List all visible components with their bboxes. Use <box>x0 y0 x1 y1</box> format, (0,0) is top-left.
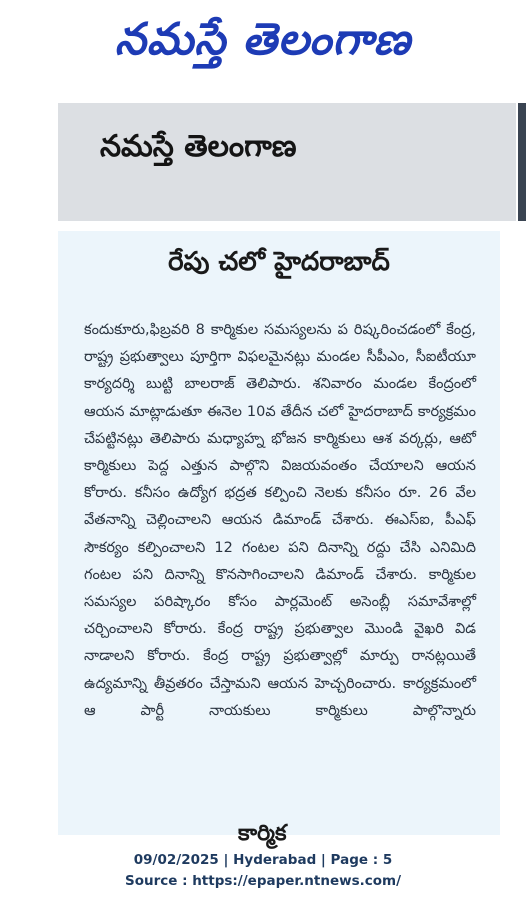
next-article-headline-fragment: కార్మిక <box>238 821 287 846</box>
edition-date-page: 09/02/2025 | Hyderabad | Page : 5 <box>133 852 393 868</box>
page-footer <box>0 850 526 892</box>
edition-banner <box>58 103 516 221</box>
source-url: Source : https://epaper.ntnews.com/ <box>124 873 402 889</box>
article-headline: రేపు చలో హైదరాబాద్ <box>168 247 390 277</box>
newspaper-logo: నమస్తే తెలంగాణ <box>114 14 412 65</box>
next-article-headline-cutoff <box>238 821 348 846</box>
masthead <box>0 0 526 90</box>
news-article <box>58 231 500 846</box>
banner-edge-bar <box>518 103 526 221</box>
banner-title: నమస్తే తెలంగాణ <box>100 129 297 164</box>
article-body: కందుకూరు,ఫిబ్రవరి 8 కార్మికుల సమస్యలను ప రిష్కరించడంలో కేంద్ర, రాష్ట్ర ప్రభుత్వాలు పూర్తిగా విఫలమైనట్లు మండల సీపీఎం, సీఐటీయూ కార్యదర్శి బుట్టి బాలరాజ్ తెలిపారు. శనివారం మండల కేంద్రంలో ఆయన మాట్లాడుతూ ఈనెల 10వ తేదీన చలో హైదరాబాద్ కార్యక్రమం చేపట్టినట్లు తెలిపారు మధ్యాహ్న భోజన కార్మికులు ఆశ వర్కర్లు, ఆటో కార్మికులు పెద్ద ఎత్తున పాల్గొని విజయవంతం చేయాలని ఆయన కోరారు. కనీసం ఉద్యోగ భద్రత కల్పించి నెలకు కనీసం రూ. 26 వేల వేతనాన్ని చెల్లించాలని ఆయన డిమాండ్ చేశారు. ఈఎస్ఐ, పీఎఫ్ సౌకర్యం కల్పించాలని 12 గంటల పని దినాన్ని రద్దు చేసి ఎనిమిది గంటల పని దినాన్ని కొనసాగించాలని డిమాండ్ చేశారు. కార్మికుల సమస్యల పరిష్కారం కోసం పార్లమెంట్ అసెంబ్లీ సమావేశాల్లో చర్చించాలని కోరారు. కేంద్ర రాష్ట్ర ప్రభుత్వాల మొండి వైఖరి విడ నాడాలని కోరారు. కేంద్ర రాష్ట్ర ప్రభుత్వాల్లో మార్పు రానట్లయితే ఉద్యమాన్ని తీవ్రతరం చేస్తామని ఆయన హెచ్చరించారు. కార్యక్రమంలో ఆ పార్టీ నాయకులు కార్మికులు పాల్గొన్నారు <box>84 322 476 719</box>
